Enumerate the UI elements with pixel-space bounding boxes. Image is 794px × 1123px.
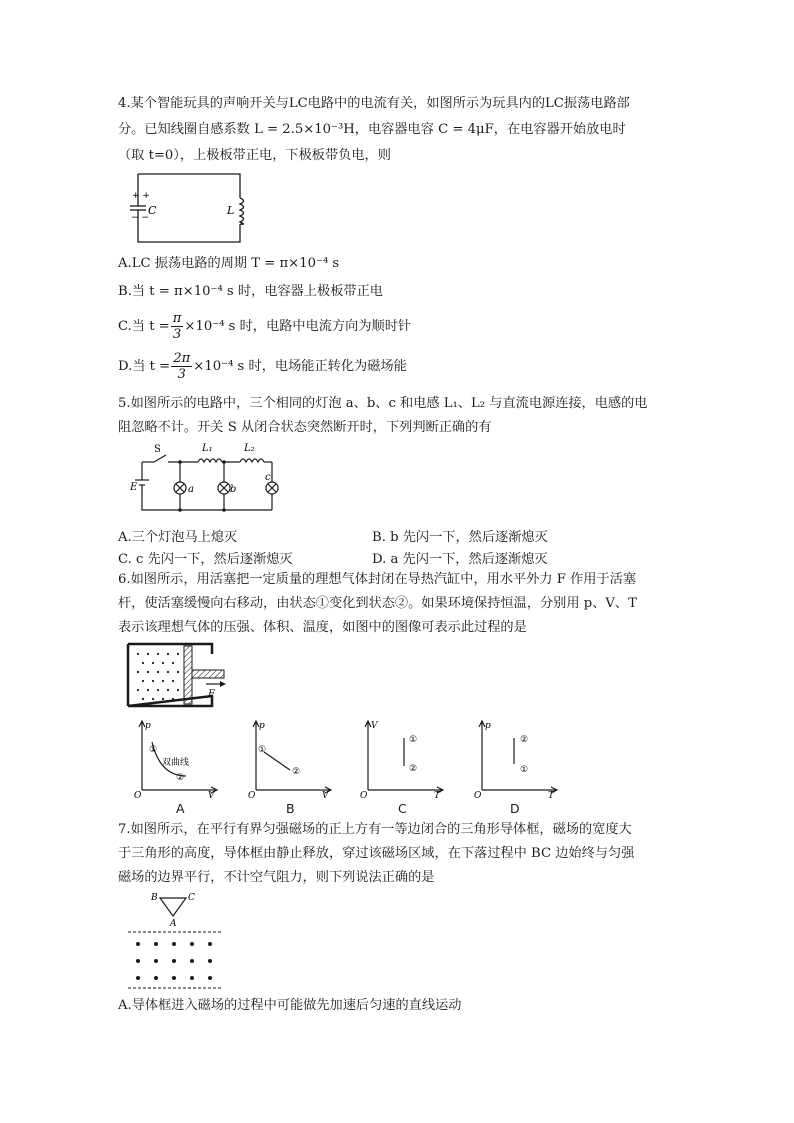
- q7-triangle-frame: [160, 898, 186, 916]
- q6-graph-c: [358, 718, 448, 798]
- q5-option-b: B. b 先闪一下，然后逐渐熄灭: [372, 530, 548, 545]
- q4-stem-line3: （取 t=0），上极板带正电，下极板带负电，则: [118, 148, 391, 163]
- q4-lc-circuit-figure: [118, 168, 253, 248]
- svg-text:V: V: [208, 791, 215, 798]
- q6-graph-c-letter: C: [398, 801, 407, 816]
- q6-cylinder-figure: [122, 640, 232, 712]
- q7-stem-line2: 于三角形的高度，导体框由静止释放，穿过该磁场区域，在下落过程中 BC 边始终与匀强: [118, 846, 635, 861]
- q4-option-d: D.当 t = $\frac{2\pi}{3}$ ×10⁻⁴ s 时，电场能正转化为磁场能: [118, 351, 407, 382]
- svg-text:②: ②: [409, 764, 418, 774]
- svg-text:− −: − −: [131, 213, 149, 223]
- svg-text:O: O: [474, 791, 482, 798]
- q6-stem-line1: 6.如图所示，用活塞把一定质量的理想气体封闭在导热汽缸中，用水平外力 F 作用于活塞: [118, 572, 637, 587]
- svg-text:O: O: [134, 791, 142, 798]
- q5-lamp-c-label: c: [265, 472, 271, 483]
- q5-lamp-a-label: a: [188, 484, 194, 495]
- svg-text:T: T: [434, 791, 441, 798]
- svg-text:①: ①: [409, 735, 418, 745]
- q4-ind-label: L: [227, 204, 235, 217]
- q7-option-a: A.导体框进入磁场的过程中可能做先加速后匀速的直线运动: [118, 998, 462, 1013]
- q4-option-c: C.当 t = $\frac{\pi}{3}$ ×10⁻⁴ s 时，电路中电流方向为顺时针: [118, 311, 412, 342]
- q6-graph-a-letter: A: [176, 801, 185, 816]
- q5-option-c: C. c 先闪一下，然后逐渐熄灭: [118, 552, 293, 567]
- svg-text:V: V: [322, 791, 329, 798]
- svg-text:p: p: [145, 721, 151, 731]
- q4-stem-line1: 4.某个智能玩具的声响开关与LC电路中的电流有关，如图所示为玩具内的LC振荡电路部: [118, 96, 630, 111]
- svg-text:A: A: [170, 919, 177, 929]
- q7-field-dots: [136, 942, 212, 980]
- svg-text:②: ②: [292, 767, 301, 777]
- svg-text:①: ①: [520, 765, 529, 775]
- q6-graph-d-letter: D: [510, 801, 520, 816]
- svg-text:V: V: [371, 721, 378, 731]
- svg-text:p: p: [485, 721, 491, 731]
- q6-graph-b-letter: B: [286, 801, 295, 816]
- svg-text:p: p: [259, 721, 265, 731]
- q6-graph-d: [472, 718, 562, 798]
- svg-text:B: B: [151, 893, 158, 903]
- q5-circuit-figure: [130, 438, 280, 518]
- q7-stem-line1: 7.如图所示，在平行有界匀强磁场的正上方有一等边闭合的三角形导体框，磁场的宽度大: [118, 822, 632, 837]
- q6-force-label: F: [208, 689, 215, 700]
- q5-l1-label: L₁: [202, 443, 213, 454]
- q5-option-a: A.三个灯泡马上熄灭: [118, 530, 238, 545]
- q6-graph-b: [246, 718, 336, 798]
- q5-stem-line2: 阻忽略不计。开关 S 从闭合状态突然断开时，下列判断正确的有: [118, 420, 492, 435]
- svg-text:①: ①: [149, 745, 158, 755]
- svg-text:②: ②: [176, 773, 185, 783]
- q6-graph-a: [132, 718, 222, 798]
- q6-gas-particles: [137, 653, 179, 700]
- q6-graph-a-note: 双曲线: [162, 758, 190, 768]
- q6-stem-line2: 杆，使活塞缓慢向右移动，由状态①变化到状态②。如果环境保持恒温，分别用 p、V、T: [118, 596, 637, 611]
- q5-option-d: D. a 先闪一下，然后逐渐熄灭: [372, 552, 548, 567]
- svg-text:C: C: [188, 893, 195, 903]
- q5-l2-label: L₂: [244, 443, 255, 454]
- svg-text:O: O: [360, 791, 368, 798]
- q6-stem-line3: 表示该理想气体的压强、体积、温度，如图中的图像可表示此过程的是: [118, 620, 527, 635]
- q4-option-b: B.当 t = π×10⁻⁴ s 时，电容器上极板带正电: [118, 284, 383, 299]
- q5-switch-label: S: [154, 444, 161, 455]
- svg-text:T: T: [548, 791, 555, 798]
- q4-option-a: A.LC 振荡电路的周期 T = π×10⁻⁴ s: [118, 256, 340, 271]
- q4-stem-line2: 分。已知线圈自感系数 L = 2.5×10⁻³H，电容器电容 C = 4μF，在电容器开始放电时: [118, 122, 626, 137]
- svg-text:②: ②: [520, 735, 529, 745]
- q5-source-label: E: [130, 482, 138, 493]
- q5-stem-line1: 5.如图所示的电路中，三个相同的灯泡 a、b、c 和电感 L₁、L₂ 与直流电源连接，电感的电: [118, 396, 648, 411]
- q4-cap-label: C: [148, 204, 157, 217]
- svg-text:①: ①: [258, 745, 267, 755]
- q7-stem-line3: 磁场的边界平行，不计空气阻力，则下列说法正确的是: [118, 870, 435, 885]
- svg-text:O: O: [248, 791, 256, 798]
- svg-text:+ +: + +: [132, 191, 150, 201]
- q5-lamp-b-label: b: [230, 484, 237, 495]
- q7-magnetic-field-figure: [126, 886, 226, 991]
